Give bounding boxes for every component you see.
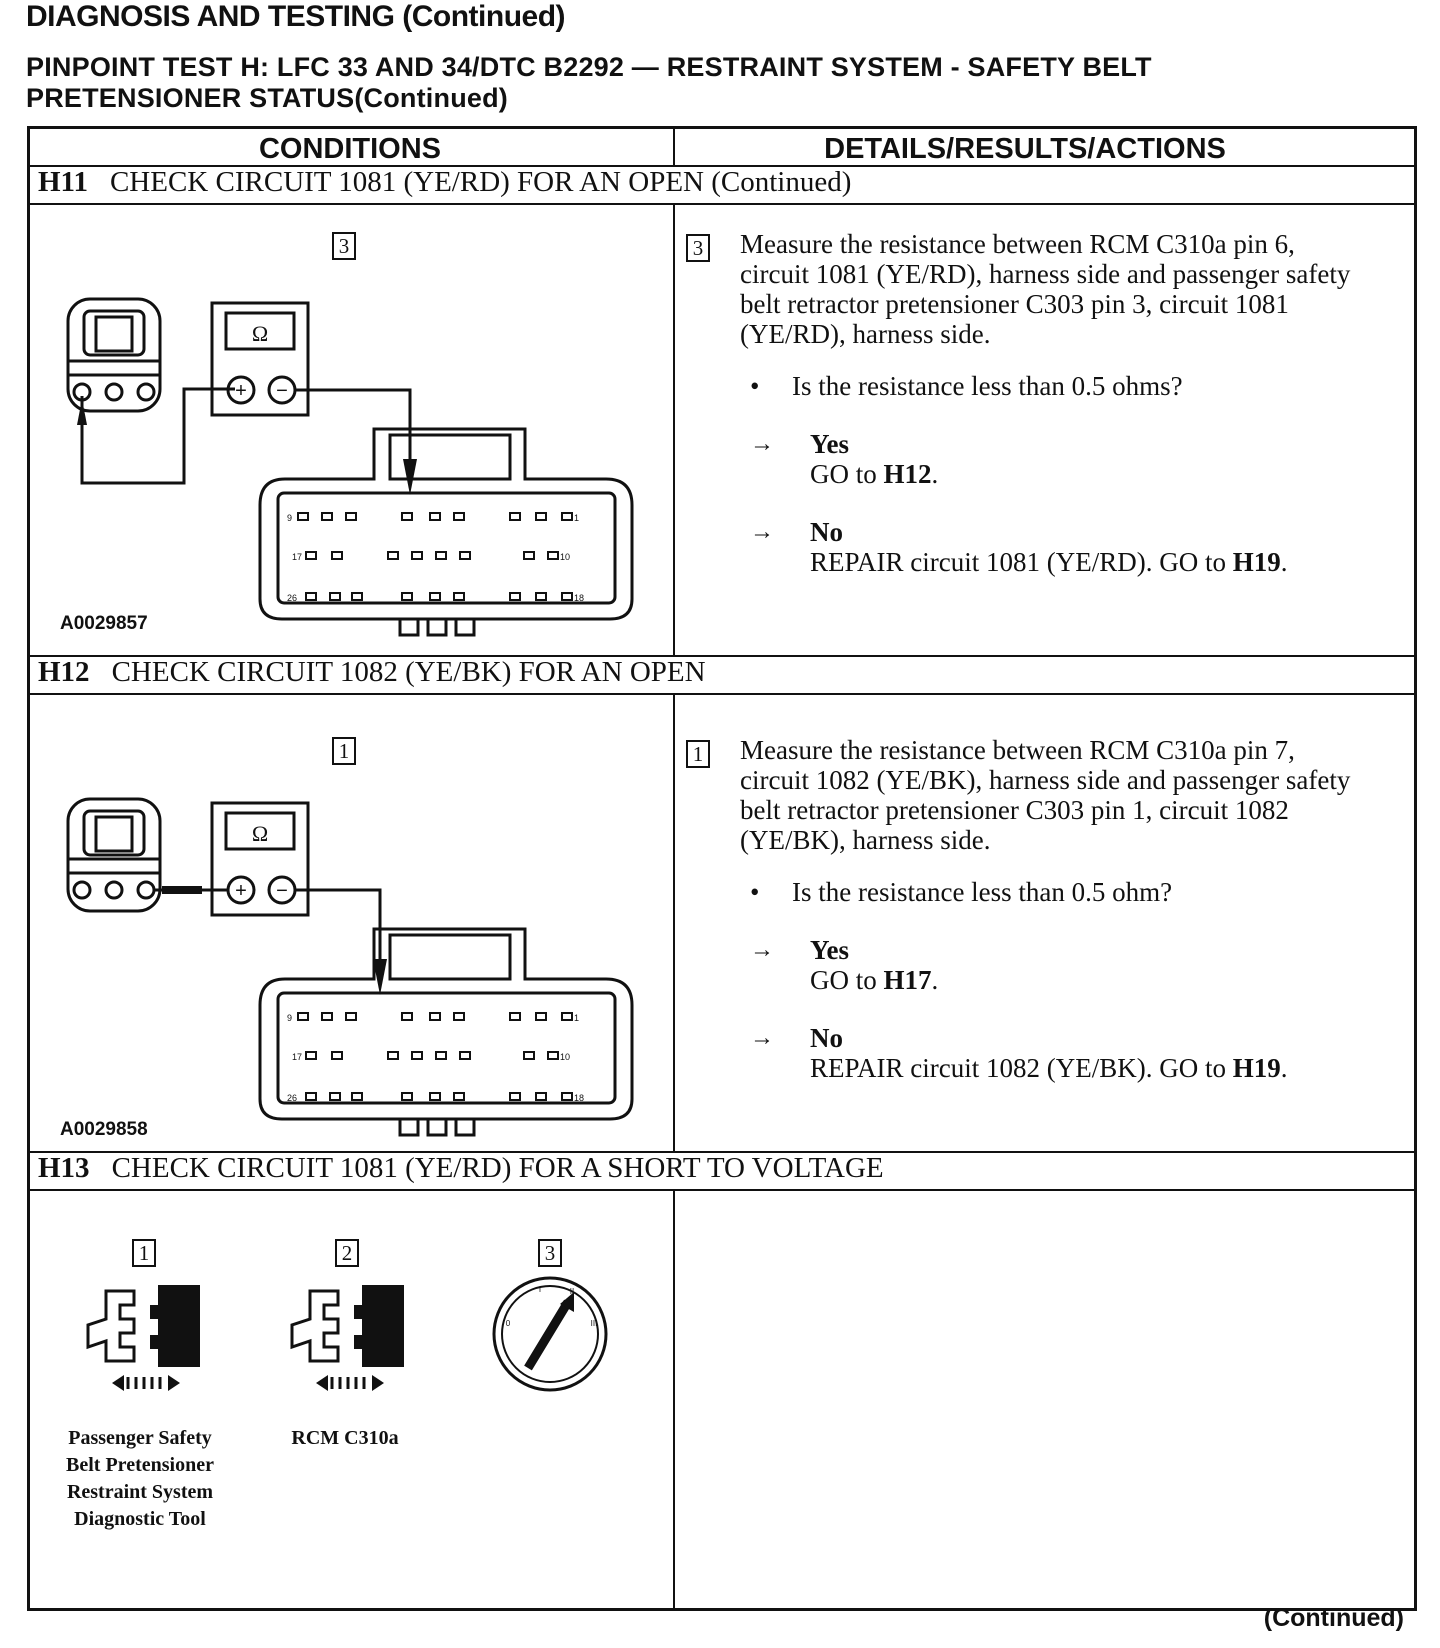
step-id: H11 — [38, 166, 88, 198]
svg-text:III: III — [590, 1319, 598, 1328]
svg-text:Ω: Ω — [251, 821, 269, 846]
figure-id: A0029858 — [60, 1119, 148, 1140]
detail-step-number: 3 — [686, 234, 710, 262]
no-action-text: REPAIR circuit 1082 (YE/BK). GO to — [810, 1053, 1233, 1083]
column-divider — [673, 203, 675, 655]
header-divider — [673, 129, 675, 165]
no-target: H19 — [1232, 547, 1281, 577]
row-divider — [30, 693, 1414, 695]
figure-step-number: 1 — [132, 1239, 156, 1267]
step-header-h13 — [38, 1152, 884, 1185]
svg-text:1: 1 — [574, 513, 580, 523]
step-title: CHECK CIRCUIT 1081 (YE/RD) FOR A SHORT TO VOLTAGE — [111, 1152, 884, 1184]
arrow-icon: → — [750, 1025, 774, 1051]
yes-label: Yes — [810, 935, 849, 965]
yes-target: H12 — [883, 459, 932, 489]
column-divider — [673, 1189, 675, 1611]
detail-step-number: 1 — [686, 740, 710, 768]
figure-caption-pretensioner — [50, 1425, 230, 1533]
disconnect-connector-icon — [280, 1279, 410, 1399]
bullet-dot: • — [750, 877, 760, 907]
no-label: No — [810, 517, 843, 547]
yes-label: Yes — [810, 429, 849, 459]
svg-text:I: I — [538, 1285, 542, 1294]
figure-caption-rcm — [265, 1425, 425, 1452]
conditions-column-header: CONDITIONS — [258, 133, 442, 165]
caption-line: Diagnostic Tool — [74, 1508, 206, 1530]
no-answer — [810, 517, 1288, 577]
svg-text:18: 18 — [574, 1093, 585, 1103]
step-header-h11 — [38, 166, 851, 199]
svg-text:+: + — [235, 880, 247, 902]
rcm-c310a-connector — [260, 429, 632, 619]
details-h12 — [684, 735, 1404, 1145]
disconnect-connector-icon — [76, 1279, 206, 1399]
pinpoint-test-title — [26, 52, 1406, 114]
arrow-icon: → — [750, 937, 774, 963]
yes-action-text: GO to — [810, 965, 884, 995]
svg-text:Ω: Ω — [251, 321, 269, 346]
svg-text:−: − — [276, 880, 288, 902]
svg-text:26: 26 — [287, 593, 298, 603]
yes-answer — [810, 429, 938, 489]
figure-step-number: 3 — [332, 232, 356, 260]
caption-line: Restraint System — [66, 1481, 214, 1503]
step-title: CHECK CIRCUIT 1081 (YE/RD) FOR AN OPEN (Continued) — [109, 166, 852, 198]
yes-suffix: . — [931, 965, 939, 995]
bullet-dot: • — [750, 371, 760, 401]
svg-text:17: 17 — [292, 552, 303, 562]
svg-text:18: 18 — [574, 593, 585, 603]
no-action-text: REPAIR circuit 1081 (YE/RD). GO to — [810, 547, 1233, 577]
page-title: DIAGNOSIS AND TESTING (Continued) — [26, 0, 566, 33]
svg-text:9: 9 — [287, 1013, 293, 1023]
step-title: CHECK CIRCUIT 1082 (YE/BK) FOR AN OPEN — [111, 656, 706, 688]
no-label: No — [810, 1023, 843, 1053]
pinpoint-test-title-line2: PRETENSIONER STATUS(Continued) — [26, 83, 508, 113]
svg-text:10: 10 — [560, 1052, 571, 1062]
step-id: H13 — [38, 1152, 90, 1184]
caption-line: RCM C310a — [291, 1427, 399, 1449]
row-divider — [30, 1189, 1414, 1191]
svg-text:−: − — [276, 380, 288, 402]
yes-answer — [810, 935, 938, 995]
step-id: H12 — [38, 656, 90, 688]
arrow-icon: → — [750, 431, 774, 457]
arrow-icon: → — [750, 519, 774, 545]
no-target: H19 — [1232, 1053, 1281, 1083]
caption-line: Belt Pretensioner — [66, 1454, 214, 1476]
step-header-h12 — [38, 656, 706, 689]
question-text: Is the resistance less than 0.5 ohms? — [792, 371, 1183, 401]
pinpoint-test-title-line1: PINPOINT TEST H: LFC 33 AND 34/DTC B2292 — RESTRAINT SYSTEM - SAFETY BELT — [26, 52, 1152, 82]
h11-wiring-diagram — [50, 269, 650, 639]
instruction-text: Measure the resistance between RCM C310a pin 6, circuit 1081 (YE/RD), harness side and passenger safety belt retractor pretensioner C303 pin 3, circuit 1081 (YE/RD), harness side. — [740, 229, 1351, 349]
figure-id: A0029857 — [60, 613, 148, 634]
yes-target: H17 — [883, 965, 932, 995]
svg-text:0: 0 — [505, 1319, 511, 1328]
rcm-c310a-connector — [260, 929, 632, 1119]
no-suffix: . — [1280, 1053, 1288, 1083]
figure-step-number: 3 — [538, 1239, 562, 1267]
details-column-header: DETAILS/RESULTS/ACTIONS — [824, 133, 1226, 165]
no-suffix: . — [1280, 547, 1288, 577]
svg-text:17: 17 — [292, 1052, 303, 1062]
yes-suffix: . — [931, 459, 939, 489]
no-answer — [810, 1023, 1288, 1083]
pinpoint-test-table — [27, 126, 1417, 1611]
continued-label: (Continued) — [1263, 1604, 1404, 1632]
h12-wiring-diagram — [50, 777, 650, 1147]
svg-text:II: II — [569, 1287, 575, 1296]
details-h11 — [684, 229, 1404, 649]
svg-text:1: 1 — [574, 1013, 580, 1023]
svg-text:+: + — [235, 380, 247, 402]
row-divider — [30, 203, 1414, 205]
svg-text:26: 26 — [287, 1093, 298, 1103]
figure-step-number: 2 — [335, 1239, 359, 1267]
question-text: Is the resistance less than 0.5 ohm? — [792, 877, 1173, 907]
figure-step-number: 1 — [332, 737, 356, 765]
column-divider — [673, 693, 675, 1151]
svg-text:10: 10 — [560, 552, 571, 562]
yes-action-text: GO to — [810, 459, 884, 489]
instruction-text: Measure the resistance between RCM C310a pin 7, circuit 1082 (YE/BK), harness side and passenger safety belt retractor pretensioner C303 pin 1, circuit 1082 (YE/BK), harness side. — [740, 735, 1351, 855]
svg-text:9: 9 — [287, 513, 293, 523]
ignition-switch-icon — [490, 1274, 610, 1394]
caption-line: Passenger Safety — [68, 1427, 212, 1449]
